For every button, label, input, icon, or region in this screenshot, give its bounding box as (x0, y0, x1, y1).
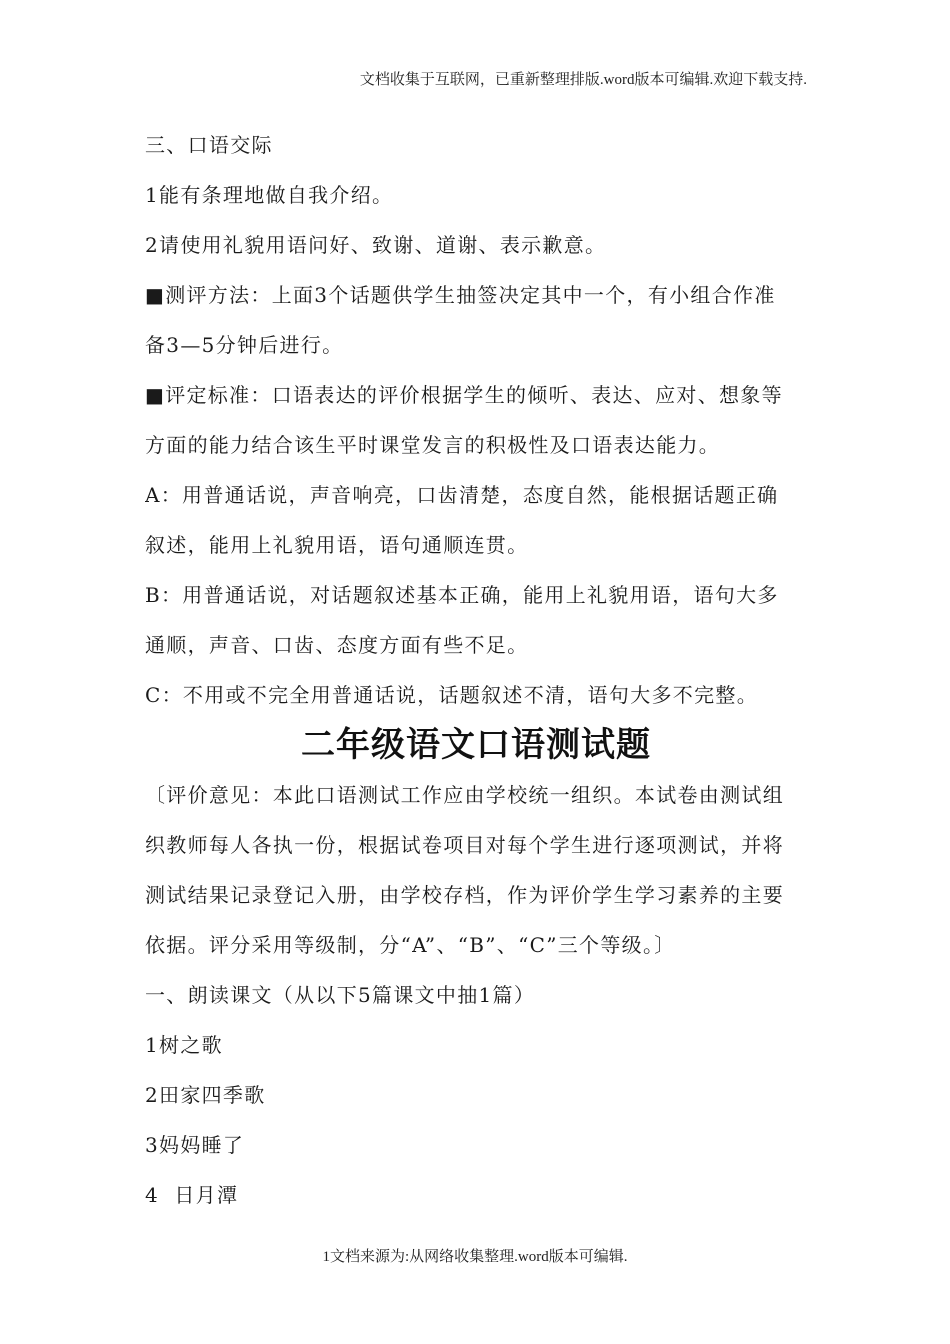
document-body (145, 120, 807, 1220)
intro-line: 〔评价意见：本此口语测试工作应由学校统一组织。本试卷由测试组 (145, 783, 784, 807)
grade-b-line: B：用普通话说，对话题叙述基本正确，能用上礼貌用语，语句大多 (145, 583, 779, 607)
page-footer: 1文档来源为:从网络收集整理.word版本可编辑. (322, 1249, 628, 1265)
assessment-standard-line: ■评定标准：口语表达的评价根据学生的倾听、表达、应对、想象等 (145, 383, 783, 407)
intro-line: 织教师每人各执一份，根据试卷项目对每个学生进行逐项测试，并将 (145, 833, 784, 857)
grade-a-line: 叙述，能用上礼貌用语，语句通顺连贯。 (145, 533, 529, 557)
section-heading-oral-communication: 三、口语交际 (145, 133, 273, 157)
intro-line: 依据。评分采用等级制，分“A”、“B”、“C”三个等级。〕 (145, 933, 676, 957)
document-title: 二年级语文口语测试题 (301, 725, 651, 765)
intro-line: 测试结果记录登记入册，由学校存档，作为评价学生学习素养的主要 (145, 883, 784, 907)
assessment-method-line: ■测评方法：上面3个话题供学生抽签决定其中一个，有小组合作准 (145, 283, 776, 307)
list-item: 2请使用礼貌用语问好、致谢、道谢、表示歉意。 (145, 233, 607, 257)
list-item: 3妈妈睡了 (145, 1133, 245, 1157)
section-heading-reading: 一、朗读课文（从以下5篇课文中抽1篇） (145, 983, 536, 1007)
list-item: 2田家四季歌 (145, 1083, 266, 1107)
list-item: 1能有条理地做自我介绍。 (145, 183, 394, 207)
assessment-standard-line: 方面的能力结合该生平时课堂发言的积极性及口语表达能力。 (145, 433, 721, 457)
grade-b-line: 通顺，声音、口齿、态度方面有些不足。 (145, 633, 529, 657)
grade-a-line: A：用普通话说，声音响亮，口齿清楚，态度自然，能根据话题正确 (145, 483, 779, 507)
assessment-method-line: 备3—5分钟后进行。 (145, 333, 344, 357)
page-header: 文档收集于互联网，已重新整理排版.word版本可编辑.欢迎下载支持. (359, 72, 807, 88)
list-item: 1树之歌 (145, 1033, 223, 1057)
list-item: 4 日月潭 (145, 1183, 239, 1207)
grade-c-line: C：不用或不完全用普通话说，话题叙述不清，语句大多不完整。 (145, 683, 759, 707)
